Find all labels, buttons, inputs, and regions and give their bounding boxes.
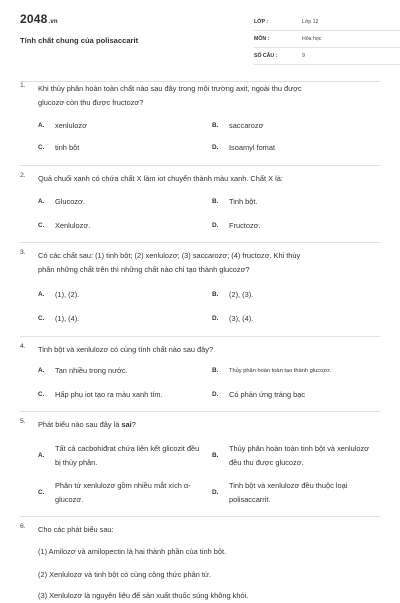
option-text: Xenlulozơ. xyxy=(55,221,91,230)
option-text: tinh bột xyxy=(55,143,80,152)
meta-label: SỐ CÂU : xyxy=(254,53,278,59)
question-line: Quả chuối xanh có chứa chất X làm iot chuyển thành màu xanh. Chất X là: xyxy=(38,174,283,183)
option-text: (3), (4). xyxy=(229,314,254,323)
option-letter: C. xyxy=(38,315,45,322)
option-text: (1), (4). xyxy=(55,314,80,323)
option-text: xenlulozơ xyxy=(55,121,87,130)
option-letter: A. xyxy=(38,291,45,298)
question-6 xyxy=(20,523,380,600)
option-letter: C. xyxy=(38,489,45,496)
option-letter: D. xyxy=(212,144,219,151)
meta-value: Hóa học xyxy=(302,36,322,42)
option-text: Hấp phụ iot tạo ra màu xanh tím. xyxy=(55,390,163,399)
question-text xyxy=(38,343,380,357)
question-3 xyxy=(20,249,380,329)
question-number: 5. xyxy=(20,418,26,425)
statement-3: (3) Xenlulozơ là nguyên liệu để sản xuất thuốc súng không khói. xyxy=(38,591,249,600)
option-letter: A. xyxy=(38,122,45,129)
site-logo[interactable] xyxy=(20,12,58,26)
question-number: 3. xyxy=(20,249,26,256)
question-emphasis: sai xyxy=(121,420,132,429)
option-letter: B. xyxy=(212,452,219,459)
question-number: 4. xyxy=(20,343,26,350)
option-text: Thủy phân hoàn toàn tạo thành glucozơ. xyxy=(229,368,332,374)
option-text: Có phản ứng tráng bạc xyxy=(229,390,306,399)
question-text xyxy=(38,82,380,110)
meta-value: 9 xyxy=(302,53,305,59)
question-line: Phát biểu nào sau đây là xyxy=(38,420,122,429)
question-line: Khi thủy phân hoàn toàn chất nào sau đây trong môi trường axit, ngoài thu được xyxy=(38,84,302,93)
logo-text: 2048 xyxy=(20,12,48,26)
question-divider xyxy=(20,516,380,517)
question-text xyxy=(38,172,380,186)
option-text: saccarozơ xyxy=(229,121,264,130)
exam-meta xyxy=(254,17,400,68)
question-punctuation: ? xyxy=(131,420,136,429)
option-text: Tất cả cacbohiđrat chứa liên kết glicozit đều bị thủy phân. xyxy=(55,444,200,467)
question-text xyxy=(38,523,380,537)
option-text: (1), (2). xyxy=(55,290,80,299)
option-letter: A. xyxy=(38,367,45,374)
option-letter: D. xyxy=(212,222,219,229)
meta-label: MÔN : xyxy=(254,36,270,42)
meta-label: LỚP : xyxy=(254,19,269,25)
statement-2: (2) Xenlulozơ và tinh bột có cùng công thức phân tử. xyxy=(38,570,211,579)
header xyxy=(20,12,380,62)
question-2 xyxy=(20,172,380,242)
option-text: Glucozơ. xyxy=(55,197,85,206)
question-divider xyxy=(20,411,380,412)
option-text: Tinh bột và xenlulozơ đều thuộc loại polisaccarrit. xyxy=(229,481,348,504)
question-line: Cho các phát biểu sau: xyxy=(38,525,114,534)
meta-row-question-count xyxy=(254,51,400,65)
option-text: Fructozơ. xyxy=(229,221,261,230)
meta-value: Lớp 12 xyxy=(302,19,319,25)
option-letter: D. xyxy=(212,315,219,322)
meta-row-grade xyxy=(254,17,400,31)
question-divider xyxy=(20,165,380,166)
option-letter: D. xyxy=(212,391,219,398)
question-divider xyxy=(20,336,380,337)
question-4 xyxy=(20,343,380,409)
statement-1: (1) Amilozơ và amilopectin là hai thành phần của tinh bột. xyxy=(38,547,227,556)
question-divider xyxy=(20,242,380,243)
option-letter: C. xyxy=(38,391,45,398)
option-letter: A. xyxy=(38,198,45,205)
question-line: Có các chất sau: (1) tinh bột; (2) xenlulozơ; (3) saccarozơ; (4) fructozơ. Khi thủy xyxy=(38,251,301,260)
question-1 xyxy=(20,82,380,162)
option-text: (2), (3). xyxy=(229,290,254,299)
option-letter: C. xyxy=(38,144,45,151)
question-number: 6. xyxy=(20,523,26,530)
option-letter: B. xyxy=(212,367,219,374)
option-text: Tinh bột. xyxy=(229,197,258,206)
question-text xyxy=(38,418,380,432)
question-line: Tinh bột và xenlulozơ có cùng tính chất nào sau đây? xyxy=(38,345,214,354)
option-text: Isoamyl fomat xyxy=(229,143,276,152)
option-text: Tan nhiều trong nước. xyxy=(55,366,128,375)
option-letter: B. xyxy=(212,291,219,298)
option-letter: C. xyxy=(38,222,45,229)
question-number: 2. xyxy=(20,172,26,179)
question-text xyxy=(38,249,380,277)
question-line: glucozơ còn thu được fructozơ? xyxy=(38,98,144,107)
option-letter: B. xyxy=(212,198,219,205)
option-text: Thủy phân hoàn toàn tinh bột và xenlulozơ đều thu được glucozơ. xyxy=(229,444,370,467)
option-letter: A. xyxy=(38,452,45,459)
document-title: Tính chất chung của polisaccarit xyxy=(20,36,139,45)
option-text: Phân tử xenlulozơ gồm nhiều mắt xích α-glucozơ. xyxy=(55,481,191,504)
meta-row-subject xyxy=(254,34,400,48)
question-line: phân những chất trên thì những chất nào chỉ tạo thành glucozơ? xyxy=(38,265,250,274)
logo-suffix: .vn xyxy=(48,19,58,25)
option-letter: B. xyxy=(212,122,219,129)
option-letter: D. xyxy=(212,489,219,496)
question-5 xyxy=(20,418,380,518)
question-number: 1. xyxy=(20,82,26,89)
